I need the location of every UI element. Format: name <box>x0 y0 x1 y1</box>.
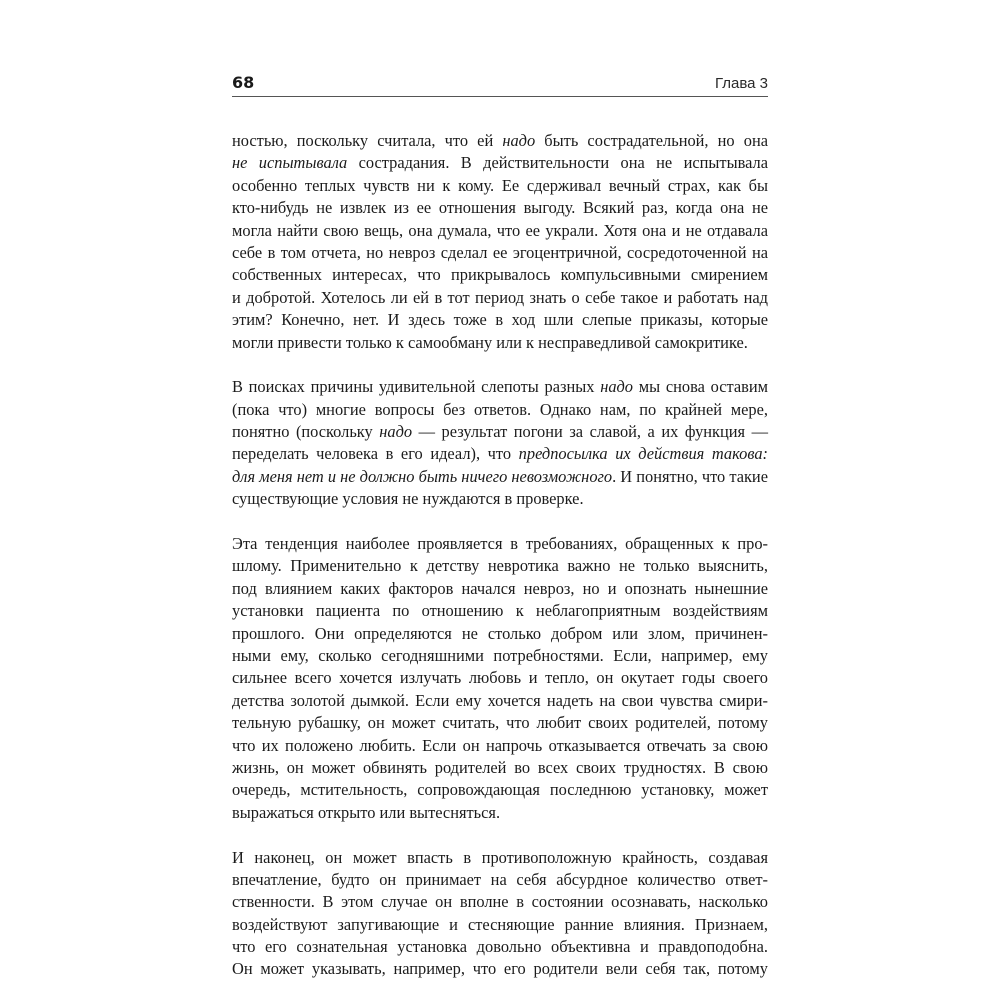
text-segment: и добротой. Хотелось ли ей в тот период знать о себе такое и работать над <box>232 287 768 307</box>
running-head <box>232 70 768 96</box>
text-segment: ными ему, сколько сегодняшними потребностями. Если, например, ему <box>232 645 768 665</box>
text-line <box>232 197 768 219</box>
text-segment: — результат погони за славой, а их функция — <box>412 422 769 442</box>
text-segment: жизнь, он может обвинять родителей во всех своих трудностях. В свою <box>232 757 768 777</box>
text-segment: Он может указывать, например, что его родители вели себя так, потому <box>232 959 768 979</box>
text-line <box>232 735 768 757</box>
text-line <box>232 555 768 577</box>
text-segment: прошлого. Они определяются не столько добром или злом, причинен- <box>232 623 768 643</box>
text-segment: кто-нибудь не извлек из ее отношения выгоду. Всякий раз, когда она не <box>232 198 768 218</box>
text-line <box>232 242 768 264</box>
text-segment: сильнее всего хочется излучать любовь и тепло, он окутает годы своего <box>232 668 768 688</box>
text-line <box>232 802 768 824</box>
text-segment: сострадания. В действительности она не испытывала <box>347 153 768 173</box>
text-line <box>232 712 768 734</box>
text-segment: впечатление, будто он принимает на себя абсурдное количество ответ- <box>232 869 768 889</box>
text-segment: ностью, поскольку считала, что ей <box>232 131 503 150</box>
italic-text: не испытывала <box>232 153 348 173</box>
text-line <box>232 578 768 600</box>
text-line <box>232 533 768 555</box>
chapter-label: Глава 3 <box>714 75 768 92</box>
text-line <box>232 914 768 936</box>
text-segment: этим? Конечно, нет. И здесь тоже в ход шли слепые приказы, которые <box>232 310 768 330</box>
text-segment: могли привести только к самообману или к несправедливой самокритике. <box>232 332 748 352</box>
text-segment: И наконец, он может впасть в противоположную крайность, создавая <box>232 847 768 867</box>
text-segment: быть сострадательной, но она <box>535 131 768 150</box>
text-line <box>232 220 768 242</box>
text-line <box>232 175 768 197</box>
text-segment: тельную рубашку, он может считать, что любит своих родителей, потому <box>232 713 768 733</box>
text-segment: существующие условия не нуждаются в проверке. <box>232 489 584 509</box>
text-line <box>232 891 768 913</box>
text-segment: детства золотой дымкой. Если ему хочется надеть на свои чувства смири- <box>232 690 768 710</box>
text-segment: воздействуют запугивающие и стесняющие ранние влияния. Признаем, <box>232 914 768 934</box>
text-segment: особенно теплых чувств ни к кому. Ее сдерживал вечный страх, как бы <box>232 175 768 195</box>
text-line <box>232 600 768 622</box>
text-line <box>232 152 768 174</box>
text-line <box>232 690 768 712</box>
text-segment: (пока что) многие вопросы без ответов. Однако нам, по крайней мере, <box>232 399 768 419</box>
text-line <box>232 757 768 779</box>
text-segment: себе в том отчета, но невроз сделал ее эгоцентричной, сосредоточенной на <box>232 242 768 262</box>
text-segment: что их положено любить. Если он напрочь отказывается отвечать за свою <box>232 735 768 755</box>
italic-text: надо <box>502 131 536 150</box>
text-segment: ственности. В этом случае он вполне в состоянии осознавать, насколько <box>232 892 768 912</box>
paragraph <box>232 847 768 981</box>
text-segment: выражаться открыто или вытесняться. <box>232 802 501 822</box>
body-text <box>232 130 768 1003</box>
page-number: 68 <box>232 73 255 92</box>
text-line <box>232 130 768 152</box>
text-line <box>232 421 768 443</box>
text-line <box>232 936 768 958</box>
text-line <box>232 488 768 510</box>
text-line <box>232 399 768 421</box>
italic-text: надо <box>600 377 634 397</box>
text-line <box>232 667 768 689</box>
paragraph <box>232 376 768 510</box>
text-segment: переделать человека в его идеал), что <box>232 444 519 464</box>
text-line <box>232 869 768 891</box>
paragraph <box>232 130 768 354</box>
text-line <box>232 309 768 331</box>
paragraph <box>232 533 768 824</box>
italic-text: для меня нет и не должно быть ничего невозможного <box>232 466 613 486</box>
text-segment: . И понятно, что такие <box>612 466 768 486</box>
text-segment: под влиянием каких факторов начался невроз, но и опознать нынешние <box>232 578 768 598</box>
text-segment: собственных интересах, что прикрывалось компульсивными смирением <box>232 265 768 285</box>
text-segment: шлому. Применительно к детству невротика важно не только выяснить, <box>232 556 768 576</box>
text-segment: Эта тенденция наиболее проявляется в требованиях, обращенных к про- <box>232 534 768 554</box>
text-segment: что его сознательная установка довольно объективна и правдоподобна. <box>232 937 768 957</box>
italic-text: надо <box>379 422 413 442</box>
text-segment: мы снова оставим <box>633 377 768 397</box>
text-line <box>232 958 768 980</box>
header-rule <box>232 96 768 97</box>
text-line <box>232 466 768 488</box>
text-line <box>232 847 768 869</box>
text-line <box>232 623 768 645</box>
text-line <box>232 376 768 398</box>
text-segment: очередь, мстительность, сопровождающая последнюю установку, может <box>232 780 768 800</box>
text-segment: могла найти свою вещь, она думала, что ее украли. Хотя она и не отдавала <box>232 220 768 240</box>
text-line <box>232 443 768 465</box>
text-segment: понятно (поскольку <box>232 422 380 442</box>
text-segment: установки пациента по отношению к неблагоприятным воздействиям <box>232 601 768 621</box>
text-segment: В поисках причины удивительной слепоты разных <box>232 377 601 397</box>
text-line <box>232 645 768 667</box>
text-line <box>232 332 768 354</box>
text-line <box>232 287 768 309</box>
text-line <box>232 779 768 801</box>
italic-text: предпосылка их действия такова: <box>518 444 769 464</box>
text-line <box>232 264 768 286</box>
